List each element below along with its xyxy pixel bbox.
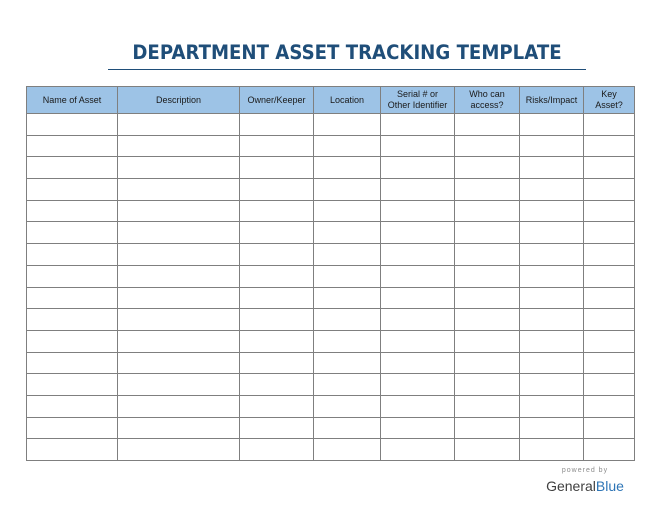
table-cell[interactable] bbox=[584, 287, 635, 309]
table-cell[interactable] bbox=[520, 114, 584, 136]
table-cell[interactable] bbox=[118, 200, 240, 222]
table-cell[interactable] bbox=[118, 352, 240, 374]
table-cell[interactable] bbox=[455, 352, 520, 374]
table-cell[interactable] bbox=[314, 179, 381, 201]
table-cell[interactable] bbox=[118, 374, 240, 396]
page-title: DEPARTMENT ASSET TRACKING TEMPLATE bbox=[132, 41, 562, 64]
table-cell[interactable] bbox=[27, 374, 118, 396]
table-cell[interactable] bbox=[27, 179, 118, 201]
table-row bbox=[27, 265, 635, 287]
asset-tracking-table bbox=[26, 86, 635, 461]
table-cell[interactable] bbox=[455, 265, 520, 287]
header-key-asset bbox=[584, 87, 635, 114]
table-cell[interactable] bbox=[381, 200, 455, 222]
table-cell[interactable] bbox=[520, 417, 584, 439]
table-cell[interactable] bbox=[314, 265, 381, 287]
header-location bbox=[314, 87, 381, 114]
table-cell[interactable] bbox=[240, 309, 314, 331]
table-cell[interactable] bbox=[455, 439, 520, 461]
table-cell[interactable] bbox=[381, 179, 455, 201]
table-cell[interactable] bbox=[584, 114, 635, 136]
table-row bbox=[27, 222, 635, 244]
table-cell[interactable] bbox=[118, 114, 240, 136]
table-cell[interactable] bbox=[314, 222, 381, 244]
table-cell[interactable] bbox=[381, 352, 455, 374]
table-cell[interactable] bbox=[520, 244, 584, 266]
table-cell[interactable] bbox=[118, 265, 240, 287]
table-row bbox=[27, 114, 635, 136]
table-cell[interactable] bbox=[240, 287, 314, 309]
table-row bbox=[27, 439, 635, 461]
table-cell[interactable] bbox=[455, 157, 520, 179]
header-name-of-asset-text: Name of Asset bbox=[42, 94, 102, 105]
table-cell[interactable] bbox=[584, 352, 635, 374]
table-cell[interactable] bbox=[584, 222, 635, 244]
table-row bbox=[27, 157, 635, 179]
table-cell[interactable] bbox=[455, 417, 520, 439]
table-cell[interactable] bbox=[240, 157, 314, 179]
table-row bbox=[27, 309, 635, 331]
header-location-text: Location bbox=[329, 94, 365, 105]
table-cell[interactable] bbox=[520, 374, 584, 396]
header-who-can-access bbox=[455, 87, 520, 114]
table-cell[interactable] bbox=[240, 244, 314, 266]
table-cell[interactable] bbox=[520, 309, 584, 331]
table-cell[interactable] bbox=[314, 244, 381, 266]
table-cell[interactable] bbox=[520, 439, 584, 461]
table-cell[interactable] bbox=[118, 222, 240, 244]
table-cell[interactable] bbox=[314, 439, 381, 461]
title-underline bbox=[108, 69, 586, 70]
table-row bbox=[27, 287, 635, 309]
header-key-line2: Asset? bbox=[595, 100, 623, 110]
table-cell[interactable] bbox=[314, 114, 381, 136]
table-row bbox=[27, 179, 635, 201]
table-cell[interactable] bbox=[314, 352, 381, 374]
table-row bbox=[27, 374, 635, 396]
table-cell[interactable] bbox=[314, 309, 381, 331]
table-cell[interactable] bbox=[314, 200, 381, 222]
table-cell[interactable] bbox=[314, 374, 381, 396]
table-cell[interactable] bbox=[27, 287, 118, 309]
table-cell[interactable] bbox=[381, 222, 455, 244]
header-risks-impact-text: Risks/Impact bbox=[525, 94, 578, 105]
table-row bbox=[27, 395, 635, 417]
table-cell[interactable] bbox=[584, 395, 635, 417]
table-row bbox=[27, 330, 635, 352]
table-cell[interactable] bbox=[520, 395, 584, 417]
brand-name-part1: General bbox=[546, 478, 596, 494]
brand-name bbox=[540, 478, 630, 495]
table-cell[interactable] bbox=[118, 287, 240, 309]
table-cell[interactable] bbox=[455, 395, 520, 417]
table-cell[interactable] bbox=[240, 265, 314, 287]
table-cell[interactable] bbox=[584, 157, 635, 179]
table-cell[interactable] bbox=[584, 135, 635, 157]
table-cell[interactable] bbox=[520, 287, 584, 309]
header-serial-identifier bbox=[381, 87, 455, 114]
table-cell[interactable] bbox=[381, 330, 455, 352]
table-cell[interactable] bbox=[381, 157, 455, 179]
table-cell[interactable] bbox=[240, 374, 314, 396]
table-cell[interactable] bbox=[584, 179, 635, 201]
table-cell[interactable] bbox=[584, 309, 635, 331]
table-row bbox=[27, 244, 635, 266]
table-cell[interactable] bbox=[455, 374, 520, 396]
table-cell[interactable] bbox=[455, 114, 520, 136]
header-row bbox=[27, 87, 635, 114]
generalblue-logo bbox=[540, 466, 630, 495]
table-cell[interactable] bbox=[27, 309, 118, 331]
table-cell[interactable] bbox=[520, 352, 584, 374]
table-cell[interactable] bbox=[520, 179, 584, 201]
table-cell[interactable] bbox=[455, 222, 520, 244]
table-cell[interactable] bbox=[240, 222, 314, 244]
table-body bbox=[27, 114, 635, 461]
table-cell[interactable] bbox=[240, 114, 314, 136]
table-cell[interactable] bbox=[27, 395, 118, 417]
header-name-of-asset bbox=[27, 87, 118, 114]
table-cell[interactable] bbox=[240, 352, 314, 374]
table-row bbox=[27, 417, 635, 439]
table-cell[interactable] bbox=[240, 439, 314, 461]
table-cell[interactable] bbox=[27, 352, 118, 374]
table-cell[interactable] bbox=[381, 417, 455, 439]
table-cell[interactable] bbox=[314, 135, 381, 157]
table-cell[interactable] bbox=[27, 417, 118, 439]
table-cell[interactable] bbox=[240, 395, 314, 417]
table-cell[interactable] bbox=[240, 330, 314, 352]
table-cell[interactable] bbox=[314, 395, 381, 417]
table-cell[interactable] bbox=[27, 439, 118, 461]
header-owner-keeper-text: Owner/Keeper bbox=[247, 94, 306, 105]
powered-by-text: powered by bbox=[561, 467, 609, 474]
table-cell[interactable] bbox=[455, 135, 520, 157]
table-cell[interactable] bbox=[118, 135, 240, 157]
table-cell[interactable] bbox=[240, 417, 314, 439]
table-cell[interactable] bbox=[381, 114, 455, 136]
table-cell[interactable] bbox=[118, 244, 240, 266]
table-cell[interactable] bbox=[381, 309, 455, 331]
table-cell[interactable] bbox=[314, 417, 381, 439]
table-cell[interactable] bbox=[118, 330, 240, 352]
table-cell[interactable] bbox=[27, 265, 118, 287]
table-cell[interactable] bbox=[584, 417, 635, 439]
table-row bbox=[27, 352, 635, 374]
table-cell[interactable] bbox=[314, 287, 381, 309]
table-cell[interactable] bbox=[381, 439, 455, 461]
table-cell[interactable] bbox=[118, 179, 240, 201]
table-cell[interactable] bbox=[118, 157, 240, 179]
table-cell[interactable] bbox=[520, 265, 584, 287]
header-access-line2: access? bbox=[470, 100, 504, 110]
table-cell[interactable] bbox=[520, 330, 584, 352]
table-cell[interactable] bbox=[27, 157, 118, 179]
table-cell[interactable] bbox=[584, 200, 635, 222]
table-cell[interactable] bbox=[118, 439, 240, 461]
table-cell[interactable] bbox=[381, 135, 455, 157]
table-cell[interactable] bbox=[27, 135, 118, 157]
table-cell[interactable] bbox=[381, 287, 455, 309]
header-serial-line1: Serial # or bbox=[396, 89, 439, 99]
table-cell[interactable] bbox=[520, 222, 584, 244]
table-cell[interactable] bbox=[27, 330, 118, 352]
table-cell[interactable] bbox=[27, 222, 118, 244]
table-cell[interactable] bbox=[118, 417, 240, 439]
header-serial-line2: Other Identifier bbox=[387, 100, 448, 110]
table-cell[interactable] bbox=[118, 395, 240, 417]
header-owner-keeper bbox=[240, 87, 314, 114]
header-description-text: Description bbox=[155, 94, 202, 105]
header-risks-impact bbox=[520, 87, 584, 114]
table-cell[interactable] bbox=[381, 244, 455, 266]
table-cell[interactable] bbox=[520, 200, 584, 222]
brand-name-part2: Blue bbox=[595, 478, 624, 494]
table-cell[interactable] bbox=[455, 179, 520, 201]
table-cell[interactable] bbox=[455, 200, 520, 222]
table-row bbox=[27, 200, 635, 222]
table-cell[interactable] bbox=[118, 309, 240, 331]
table-cell[interactable] bbox=[584, 265, 635, 287]
table-cell[interactable] bbox=[314, 157, 381, 179]
table-cell[interactable] bbox=[27, 244, 118, 266]
header-description bbox=[118, 87, 240, 114]
table-cell[interactable] bbox=[455, 244, 520, 266]
table-cell[interactable] bbox=[455, 287, 520, 309]
table-cell[interactable] bbox=[314, 330, 381, 352]
table-cell[interactable] bbox=[240, 135, 314, 157]
table-cell[interactable] bbox=[584, 244, 635, 266]
table-cell[interactable] bbox=[27, 200, 118, 222]
table-cell[interactable] bbox=[584, 374, 635, 396]
table-cell[interactable] bbox=[240, 200, 314, 222]
header-key-line1: Key bbox=[601, 89, 617, 99]
table-cell[interactable] bbox=[381, 374, 455, 396]
table-cell[interactable] bbox=[584, 330, 635, 352]
table-cell[interactable] bbox=[27, 114, 118, 136]
table-cell[interactable] bbox=[520, 135, 584, 157]
table-cell[interactable] bbox=[240, 179, 314, 201]
table-cell[interactable] bbox=[584, 439, 635, 461]
table-cell[interactable] bbox=[520, 157, 584, 179]
table-cell[interactable] bbox=[381, 395, 455, 417]
table-cell[interactable] bbox=[455, 330, 520, 352]
table-row bbox=[27, 135, 635, 157]
table-cell[interactable] bbox=[455, 309, 520, 331]
table-cell[interactable] bbox=[381, 265, 455, 287]
header-access-line1: Who can bbox=[469, 89, 505, 99]
